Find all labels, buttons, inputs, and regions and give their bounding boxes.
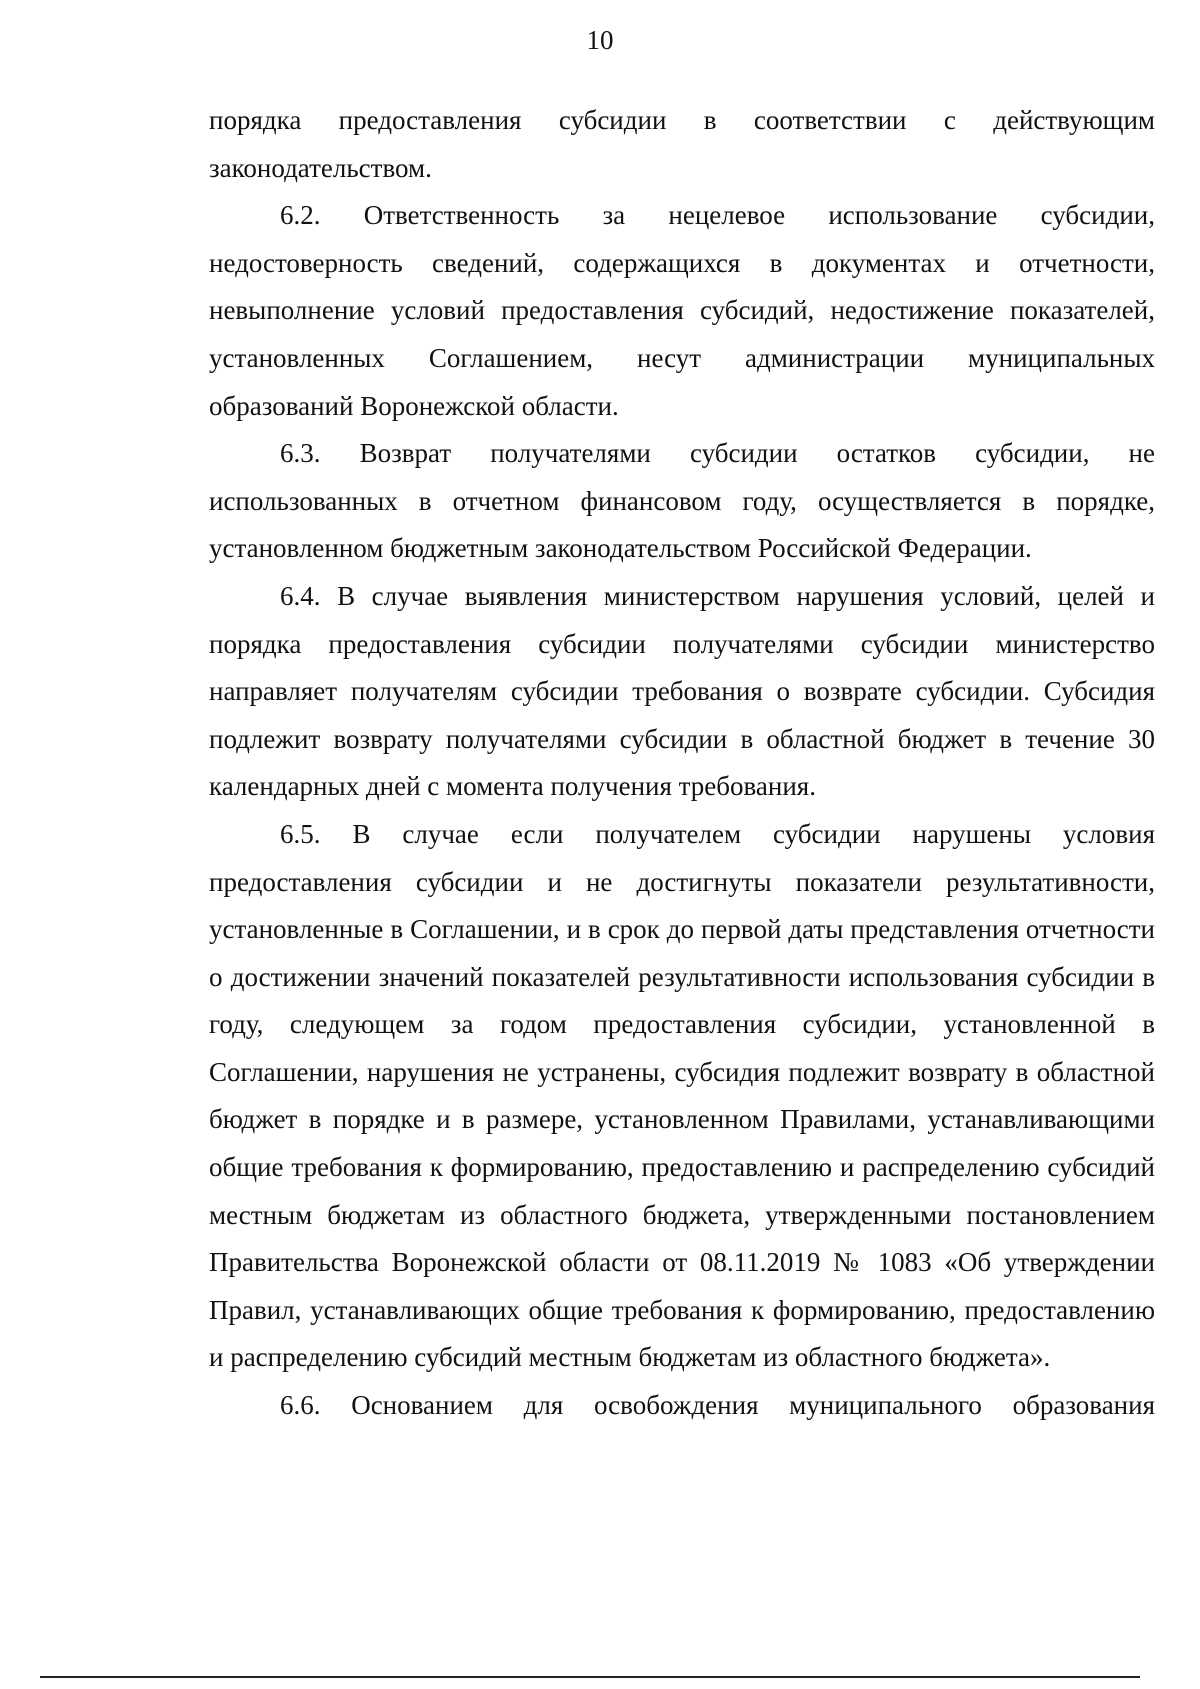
- paragraph-6-6: 6.6. Основанием для освобождения муниципального образования: [280, 1390, 1155, 1421]
- paragraph-6-3: 6.3. Возврат получателями субсидии остатков субсидии, не использованных в отчетном финансовом году, осуществляется в порядке, установленном бюджетным законодательством Российской Федерации.: [209, 438, 1155, 564]
- document-body: [209, 97, 1155, 1430]
- bottom-divider: [40, 1676, 1140, 1678]
- paragraph-continuation: порядка предоставления субсидии в соответствии с действующим законодательством.: [209, 105, 1155, 183]
- paragraph-6-4: 6.4. В случае выявления министерством нарушения условий, целей и порядка предоставления субсидии получателями субсидии министерство направляет получателям субсидии требования о возврате субсидии. Субсидия подлежит возврату получателями субсидии в областной бюджет в течение 30 календарных дней с момента получения требования.: [209, 580, 1155, 802]
- paragraph-6-2: 6.2. Ответственность за нецелевое использование субсидии, недостоверность сведений, содержащихся в документах и отчетности, невыполнение условий предоставления субсидий, недостижение показателей, установленных Соглашением, несут администрации муниципальных образований Воронежской области.: [209, 200, 1155, 421]
- page-number: 10: [586, 25, 614, 55]
- paragraph-6-5: 6.5. В случае если получателем субсидии нарушены условия предоставления субсидии и не достигнуты показатели результативности, установленные в Соглашении, и в срок до первой даты представления отчетности о достижении значений показателей результативности использования субсидии в году, следующем за годом предоставления субсидии, установленной в Соглашении, нарушения не устранены, субсидия подлежит возврату в областной бюджет в порядке и в размере, установленном Правилами, устанавливающими общие требования к формированию, предоставлению и распределению субсидий местным бюджетам из областного бюджета, утвержденными постановлением Правительства Воронежской области от 08.11.2019 № 1083 «Об утверждении Правил, устанавливающих общие требования к формированию, предоставлению и распределению субсидий местным бюджетам из областного бюджета».: [209, 818, 1155, 1373]
